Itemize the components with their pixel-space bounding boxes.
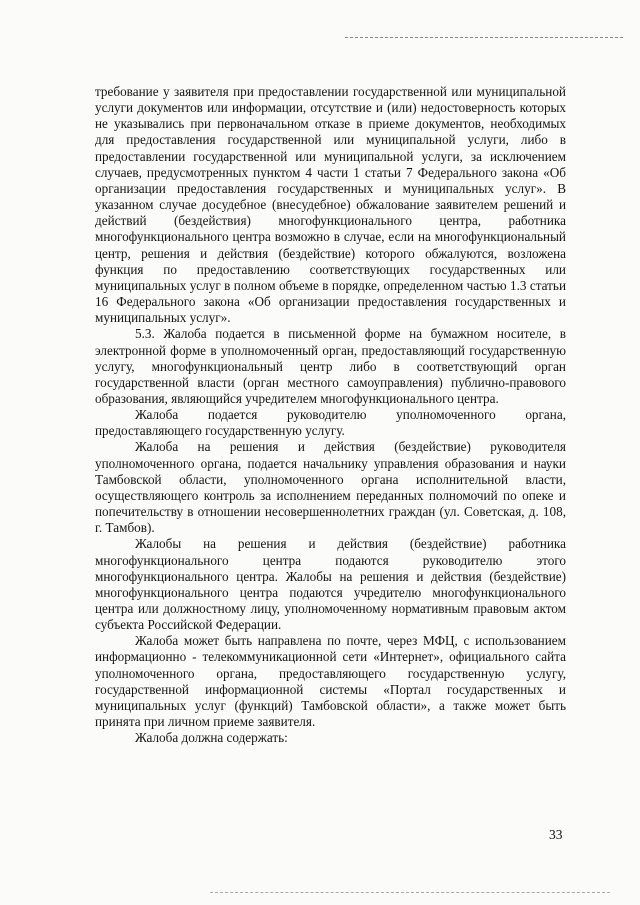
paragraph-continuation: требование у заявителя при предоставлении государственной или муниципальной услуги документов или информации, отсутствие и (или) недостоверность которых не указывались при первоначальном отказе в приеме документов, необходимых для предоставления государственной или муниципальной услуги, либо в предоставлении государственной или муниципальной услуги, за исключением случаев, предусмотренных пунктом 4 части 1 статьи 7 Федерального закона «Об организации предоставления государственных и муниципальных услуг». В указанном случае досудебное (внесудебное) обжалование заявителем решений и действий (бездействия) многофункционального центра, работника многофункционального центра возможно в случае, если на многофункциональный центр, решения и действия (бездействие) которого обжалуются, возложена функция по предоставлению соответствующих государственных или муниципальных услуг в полном объеме в порядке, определенном частью 1.3 статьи 16 Федерального закона «Об организации предоставления государственных и муниципальных услуг». [95, 84, 566, 326]
paragraph-complaint-head: Жалоба на решения и действия (бездействие) руководителя уполномоченного органа, подается начальнику управления образования и науки Тамбовской области, уполномоченного органа исполнительной власти, осуществляющего контроль за исполнением переданных полномочий по опеке и попечительству в отношении несовершеннолетних граждан (ул. Советская, д. 108, г. Тамбов). [95, 439, 566, 536]
page-number: 33 [549, 827, 563, 842]
paragraph-complaint-recipient: Жалоба подается руководителю уполномоченного органа, предоставляющего государственную услугу. [95, 407, 566, 439]
paragraph-complaint-channels: Жалоба может быть направлена по почте, через МФЦ, с использованием информационно - телекоммуникационной сети «Интернет», официального сайта уполномоченного органа, предоставляющего государственную услугу, государственной информационной системы «Портал государственных и муниципальных услуг (функций) Тамбовской области», а также может быть принята при личном приеме заявителя. [95, 633, 566, 730]
paragraph-5-3: 5.3. Жалоба подается в письменной форме на бумажном носителе, в электронной форме в уполномоченный орган, предоставляющий государственную услугу, многофункциональный центр либо в соответствующий орган государственной власти (орган местного самоуправления) публично-правового образования, являющийся учредителем многофункционального центра. [95, 326, 566, 406]
document-body [95, 84, 566, 746]
top-dashed-rule [345, 37, 623, 38]
paragraph-complaint-mfc: Жалобы на решения и действия (бездействие) работника многофункционального центра подаются руководителю этого многофункционального центра. Жалобы на решения и действия (бездействие) многофункционального центра подаются учредителю многофункционального центра или должностному лицу, уполномоченному нормативным правовым актом субъекта Российской Федерации. [95, 536, 566, 633]
bottom-dashed-rule [210, 892, 610, 893]
paragraph-complaint-contents: Жалоба должна содержать: [135, 730, 288, 746]
